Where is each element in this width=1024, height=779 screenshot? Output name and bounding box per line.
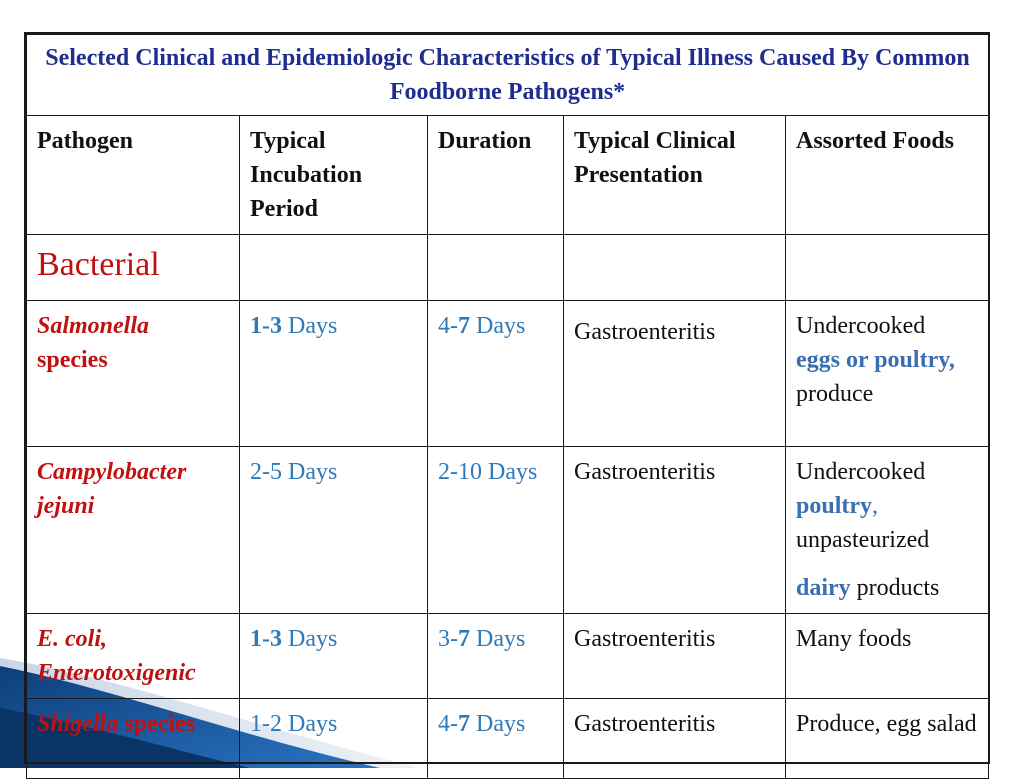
duration-start: 4-: [438, 313, 458, 339]
presentation-cell: Gastroenteritis: [564, 447, 786, 614]
duration-start: 3-: [438, 626, 458, 652]
table-row: [27, 614, 989, 699]
duration-unit: Days: [476, 313, 526, 339]
incubation-cell: [240, 614, 428, 699]
foods-text: unpasteurized: [796, 527, 930, 553]
foods-highlight: dairy: [796, 575, 851, 601]
empty-cell: [428, 235, 564, 301]
duration-cell: [428, 301, 564, 447]
incubation-unit: Days: [288, 626, 338, 652]
header-incubation: Typical Incubation Period: [240, 116, 428, 235]
table-row: [27, 699, 989, 779]
foods-cell: [786, 447, 989, 614]
incubation-cell: 2-5 Days: [240, 447, 428, 614]
foods-text: Undercooked: [796, 459, 926, 485]
empty-cell: [564, 235, 786, 301]
duration-cell: [428, 614, 564, 699]
pathogen-cell: Campylobacter jejuni: [27, 447, 240, 614]
empty-cell: [240, 235, 428, 301]
table-row: [27, 301, 989, 447]
table-row: [27, 447, 989, 614]
duration-start: 4-: [438, 711, 458, 737]
presentation-cell: Gastroenteritis: [564, 614, 786, 699]
foods-punct: ,: [872, 493, 879, 519]
foods-highlight: poultry: [796, 493, 873, 519]
duration-unit: Days: [476, 626, 526, 652]
duration-end: 7: [458, 711, 470, 737]
header-duration: Duration: [428, 116, 564, 235]
pathogen-table: [24, 32, 990, 764]
duration-end: 7: [458, 626, 470, 652]
foods-text: Undercooked: [796, 313, 926, 339]
pathogen-cell: [27, 301, 240, 447]
presentation-cell: Gastroenteritis: [564, 699, 786, 779]
incubation-range: 1-3: [250, 313, 282, 339]
foods-highlight: eggs or poultry,: [796, 347, 955, 373]
incubation-range: 1-3: [250, 626, 282, 652]
duration-cell: [428, 699, 564, 779]
foods-cell: Many foods: [786, 614, 989, 699]
incubation-unit: Days: [288, 313, 338, 339]
duration-end: 7: [458, 313, 470, 339]
header-pathogen: Pathogen: [27, 116, 240, 235]
foods-cell: [786, 301, 989, 447]
section-label-bacterial: Bacterial: [27, 235, 240, 301]
incubation-cell: [240, 301, 428, 447]
header-presentation: Typical Clinical Presentation: [564, 116, 786, 235]
pathogen-species: species: [37, 347, 108, 373]
presentation-cell: Gastroenteritis: [564, 301, 786, 447]
pathogen-species: species: [124, 711, 196, 737]
incubation-cell: 1-2 Days: [240, 699, 428, 779]
pathogen-genus: Shigella: [37, 711, 119, 737]
duration-unit: Days: [476, 711, 526, 737]
table-title: Selected Clinical and Epidemiologic Characteristics of Typical Illness Caused By Common Foodborne Pathogens*: [27, 35, 989, 116]
foods-text: produce: [796, 381, 874, 407]
header-foods: Assorted Foods: [786, 116, 989, 235]
duration-cell: 2-10 Days: [428, 447, 564, 614]
pathogen-genus: Salmonella: [37, 313, 150, 339]
pathogen-cell: [27, 699, 240, 779]
empty-cell: [786, 235, 989, 301]
pathogen-cell: E. coli, Enterotoxigenic: [27, 614, 240, 699]
foods-cell: Produce, egg salad: [786, 699, 989, 779]
foods-text: products: [856, 575, 940, 601]
